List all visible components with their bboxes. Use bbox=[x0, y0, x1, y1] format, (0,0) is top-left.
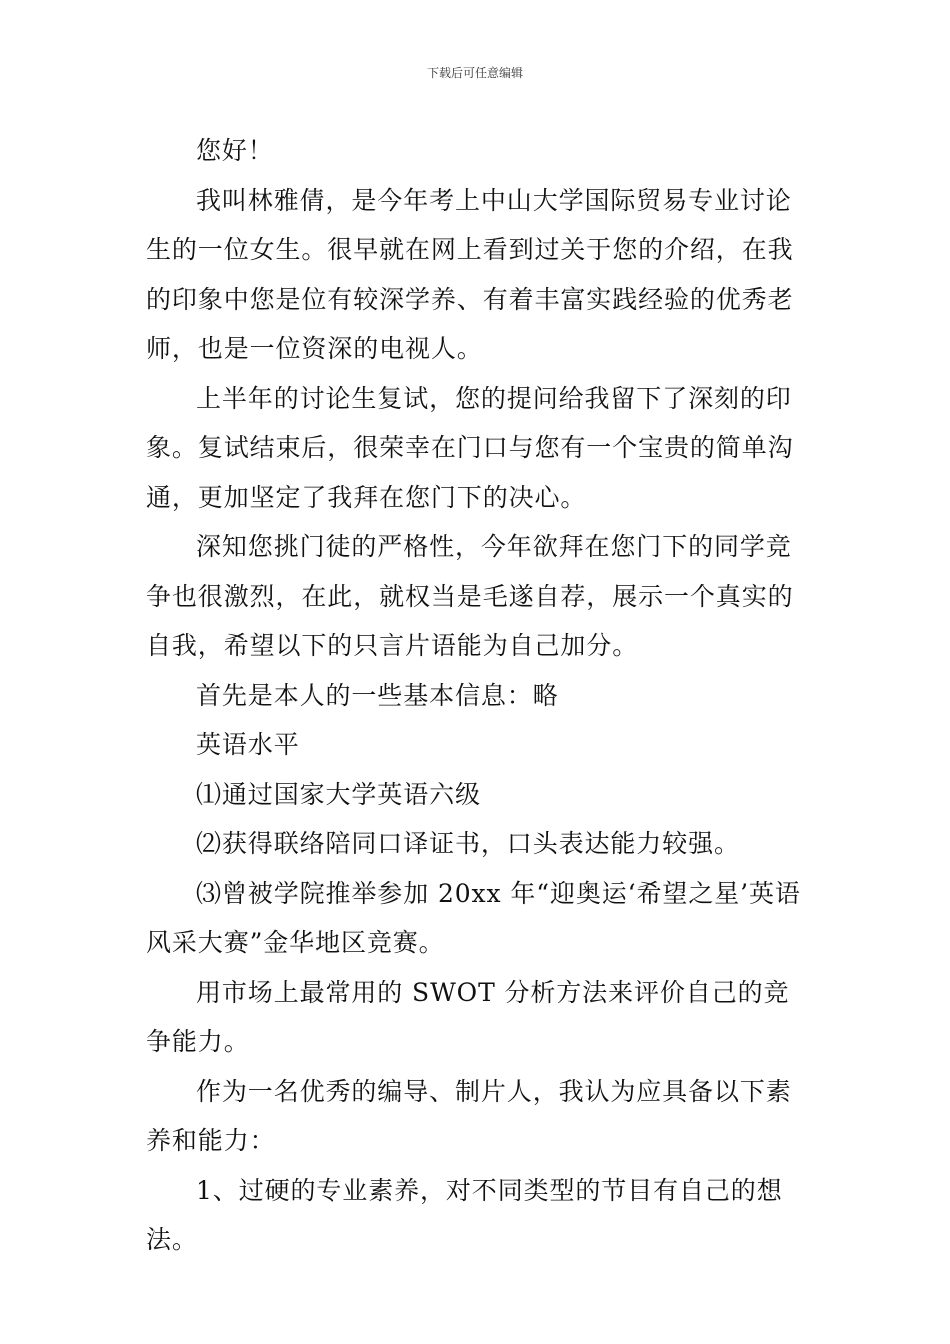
list-item-english-3: ⑶曾被学院推举参加 20xx 年“迎奥运‘希望之星’英语风采大赛”金华地区竞赛。 bbox=[146, 878, 801, 957]
paragraph-introduction: 我叫林雅倩，是今年考上中山大学国际贸易专业讨论生的一位女生。很早就在网上看到过关于您的介绍，在我的印象中您是位有较深学养、有着丰富实践经验的优秀老师，也是一位资深的电视人。 bbox=[146, 185, 794, 363]
list-item-english-1: ⑴通过国家大学英语六级 bbox=[196, 779, 481, 809]
list-item-quality-1: 1、过硬的专业素养，对不同类型的节目有自己的想法。 bbox=[146, 1175, 783, 1254]
paragraph-interview: 上半年的讨论生复试，您的提问给我留下了深刻的印象。复试结束后，很荣幸在门口与您有一个宝贵的简单沟通，更加坚定了我拜在您门下的决心。 bbox=[146, 383, 794, 512]
paragraph-self-recommendation: 深知您挑门徒的严格性，今年欲拜在您门下的同学竞争也很激烈，在此，就权当是毛遂自荐，展示一个真实的自我，希望以下的只言片语能为自己加分。 bbox=[146, 532, 794, 660]
paragraph-greeting: 您好！ bbox=[196, 136, 274, 165]
paragraph-english-heading: 英语水平 bbox=[196, 730, 300, 759]
page-header: 下载后可任意编辑 bbox=[426, 66, 523, 80]
paragraph-qualities-intro: 作为一名优秀的编导、制片人，我认为应具备以下素养和能力： bbox=[146, 1076, 792, 1155]
list-item-english-2: ⑵获得联络陪同口译证书，口头表达能力较强。 bbox=[196, 829, 740, 858]
paragraph-basic-info: 首先是本人的一些基本信息：略 bbox=[196, 680, 559, 710]
paragraph-swot: 用市场上最常用的 SWOT 分析方法来评价自己的竞争能力。 bbox=[146, 977, 790, 1056]
document-body bbox=[146, 126, 810, 1265]
